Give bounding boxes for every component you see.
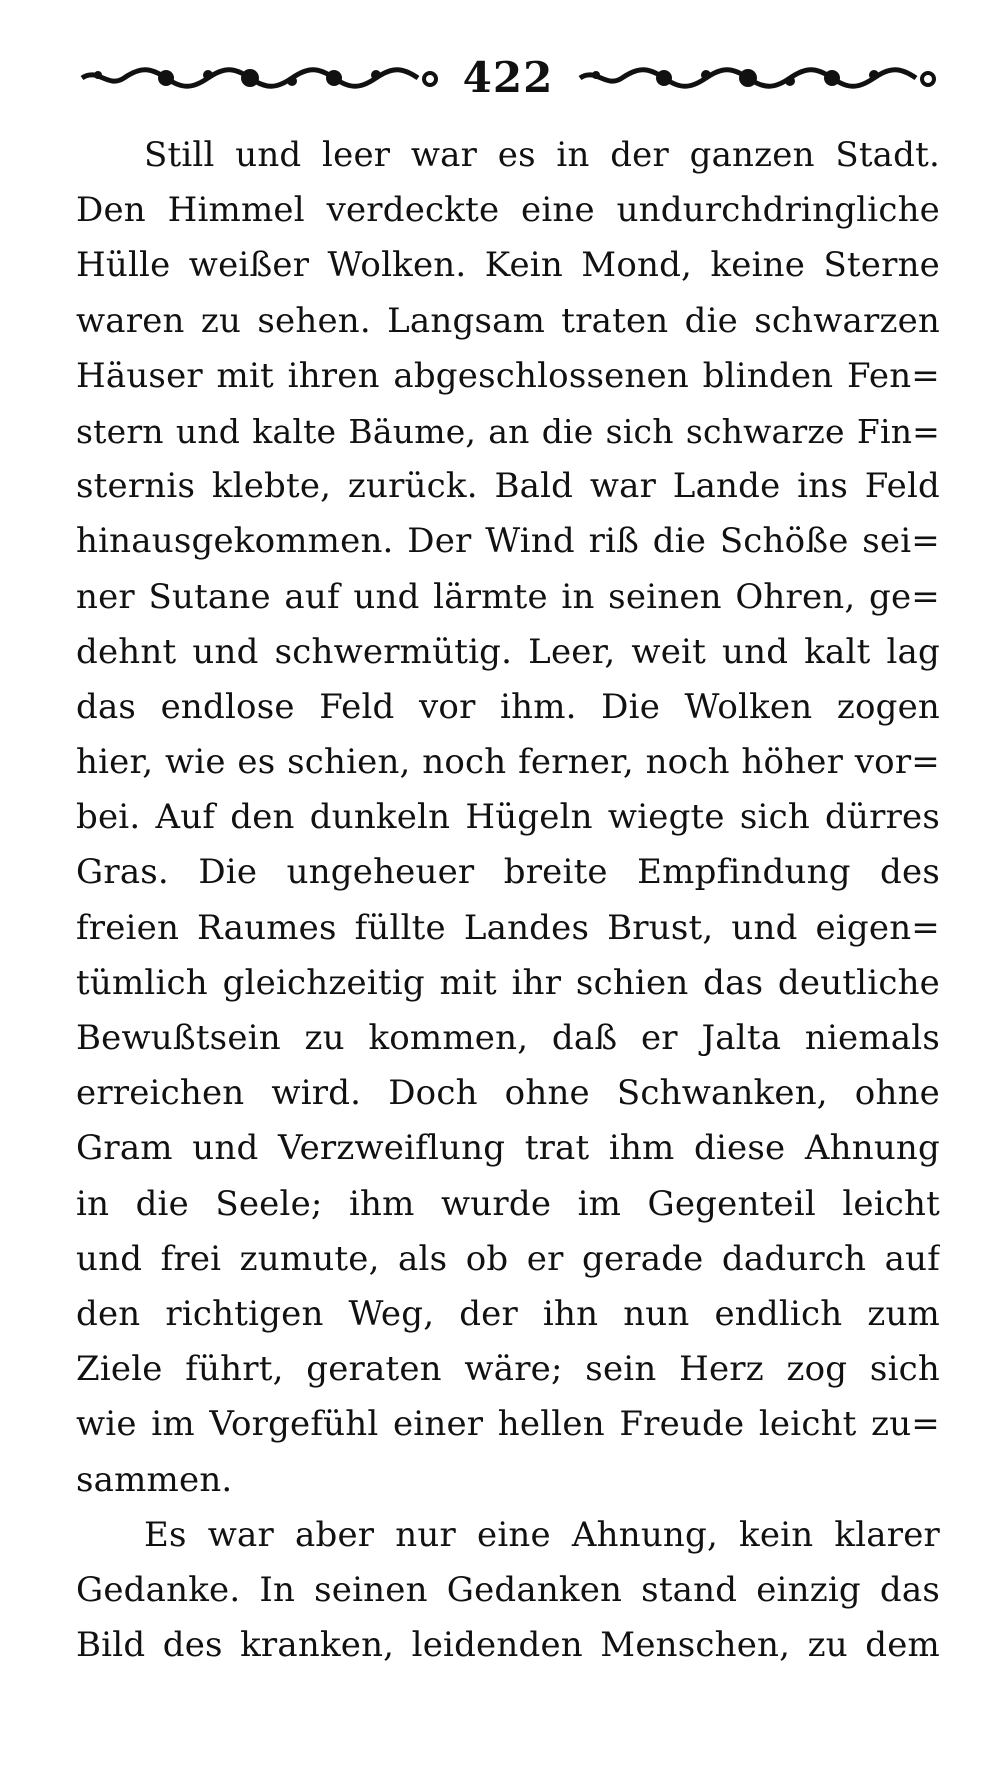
text-line: Bild des kranken, leidenden Menschen, zu dem — [76, 1625, 940, 1666]
text-line: Den Himmel verdeckte eine undurchdringliche — [76, 190, 940, 231]
text-line: Still und leer war es in der ganzen Stadt. — [144, 135, 940, 175]
text-line: ner Sutane auf und lärmte in seinen Ohren, ge= — [76, 576, 940, 617]
text-line: in die Seele; ihm wurde im Gegenteil leicht — [76, 1183, 940, 1224]
text-line: sammen. — [76, 1459, 233, 1500]
text-line: und frei zumute, als ob er gerade dadurch auf — [76, 1238, 940, 1279]
text-line: Gras. Die ungeheuer breite Empfindung des — [76, 852, 940, 893]
text-line: Bewußtsein zu kommen, daß er Jalta niemals — [76, 1018, 940, 1058]
text-line: bei. Auf den dunkeln Hügeln wiegte sich dürres — [76, 797, 940, 838]
text-line: Ziele führt, geraten wäre; sein Herz zog sich — [76, 1349, 940, 1390]
text-line: sternis klebte, zurück. Bald war Lande ins Feld — [76, 466, 940, 507]
page-number: 422 — [462, 53, 554, 102]
text-line: erreichen wird. Doch ohne Schwanken, ohne — [76, 1073, 940, 1114]
text-line: hier, wie es schien, noch ferner, noch höher vor= — [76, 742, 940, 783]
text-line: Gram und Verzweiflung trat ihm diese Ahnung — [76, 1128, 940, 1169]
text-line: Hülle weißer Wolken. Kein Mond, keine Sterne — [76, 245, 940, 286]
text-line: Gedanke. In seinen Gedanken stand einzig das — [76, 1569, 940, 1610]
body-text — [76, 128, 940, 1673]
ornament-right-icon — [576, 63, 938, 93]
text-line: dehnt und schwermütig. Leer, weit und kalt lag — [76, 631, 940, 672]
text-line: tümlich gleichzeitig mit ihr schien das deutliche — [76, 962, 940, 1003]
text-line: waren zu sehen. Langsam traten die schwarzen — [76, 300, 940, 341]
page-header — [78, 48, 938, 108]
text-line: freien Raumes füllte Landes Brust, und eigen= — [76, 907, 940, 948]
text-line: stern und kalte Bäume, an die sich schwarze Fin= — [76, 411, 940, 451]
ornament-left-icon — [78, 63, 440, 93]
text-line: Häuser mit ihren abgeschlossenen blinden Fen= — [76, 355, 940, 396]
text-line: den richtigen Weg, der ihn nun endlich zum — [76, 1293, 940, 1334]
text-line: das endlose Feld vor ihm. Die Wolken zogen — [76, 686, 940, 727]
text-line: Es war aber nur eine Ahnung, kein klarer — [144, 1514, 940, 1555]
text-line: hinausgekommen. Der Wind riß die Schöße sei= — [76, 521, 940, 562]
text-line: wie im Vorgefühl einer hellen Freude leicht zu= — [76, 1404, 940, 1445]
